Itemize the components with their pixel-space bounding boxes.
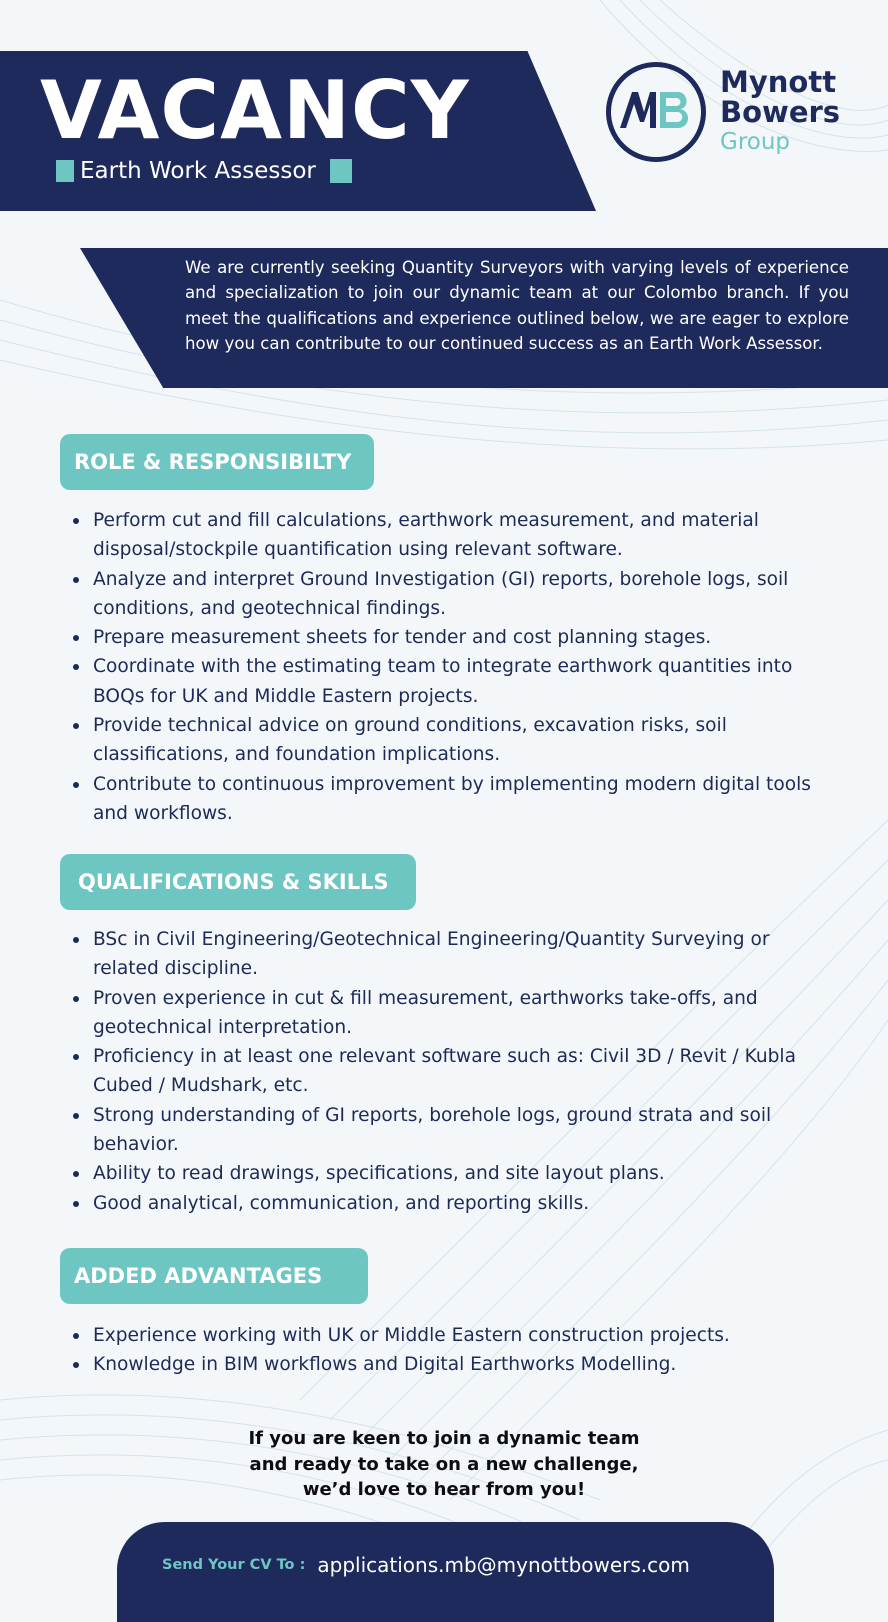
send-cv-label: Send Your CV To : [162,1557,306,1573]
closing-line-3: we’d love to hear from you! [302,1479,586,1501]
section-heading-role: ROLE & RESPONSIBILTY [60,434,374,490]
mb-monogram-icon [616,88,694,132]
list-item: Analyze and interpret Ground Investigation (GI) reports, borehole logs, soil conditions, and geotechnical findings. [70,565,840,624]
section-heading-advantages: ADDED ADVANTAGES [60,1248,368,1304]
teal-square-right [330,159,352,183]
closing-message [200,1426,688,1503]
role-list [70,506,840,828]
job-title-row [56,156,352,186]
list-item: BSc in Civil Engineering/Geotechnical Engineering/Quantity Surveying or related discipline. [70,925,840,984]
list-item: Proficiency in at least one relevant software such as: Civil 3D / Revit / Kubla Cubed / Mudshark, etc. [70,1042,840,1101]
list-item: Strong understanding of GI reports, borehole logs, ground strata and soil behavior. [70,1101,840,1160]
brand-name-line3: Group [720,129,791,155]
closing-line-1: If you are keen to join a dynamic team [248,1428,640,1449]
list-item: Contribute to continuous improvement by implementing modern digital tools and workflows. [70,770,840,829]
brand-name-line1: Mynott [720,65,837,99]
list-item: Perform cut and fill calculations, earthwork measurement, and material disposal/stockpile quantification using relevant software. [70,506,840,565]
intro-paragraph: We are currently seeking Quantity Surveyors with varying levels of experience and specialization to join our dynamic team at our Colombo branch. If you meet the qualifications and experience outlined below, we are eager to explore how you can contribute to our continued success as an Earth Work Assessor. [185,258,849,353]
company-logo [604,60,874,164]
advantages-list [70,1321,840,1380]
contact-row [162,1550,690,1580]
list-item: Ability to read drawings, specifications, and site layout plans. [70,1159,840,1188]
qualifications-list [70,925,840,1218]
closing-line-2: and ready to take on a new challenge, [249,1453,639,1475]
list-item: Knowledge in BIM workflows and Digital Earthworks Modelling. [70,1350,840,1379]
list-item: Proven experience in cut & fill measurement, earthworks take-offs, and geotechnical interpretation. [70,984,840,1043]
list-item: Provide technical advice on ground conditions, excavation risks, soil classifications, and foundation implications. [70,711,840,770]
list-item: Good analytical, communication, and reporting skills. [70,1189,840,1218]
job-title: Earth Work Assessor [80,158,316,184]
email-link[interactable]: applications.mb@mynottbowers.com [317,1553,690,1577]
section-heading-qualifications: QUALIFICATIONS & SKILLS [60,854,416,910]
list-item: Coordinate with the estimating team to integrate earthwork quantities into BOQs for UK and Middle Eastern projects. [70,652,840,711]
list-item: Prepare measurement sheets for tender and cost planning stages. [70,623,840,652]
list-item: Experience working with UK or Middle Eastern construction projects. [70,1321,840,1350]
teal-square-left [56,160,74,182]
brand-name-line2: Bowers [720,95,841,129]
page-title: VACANCY [40,64,470,157]
